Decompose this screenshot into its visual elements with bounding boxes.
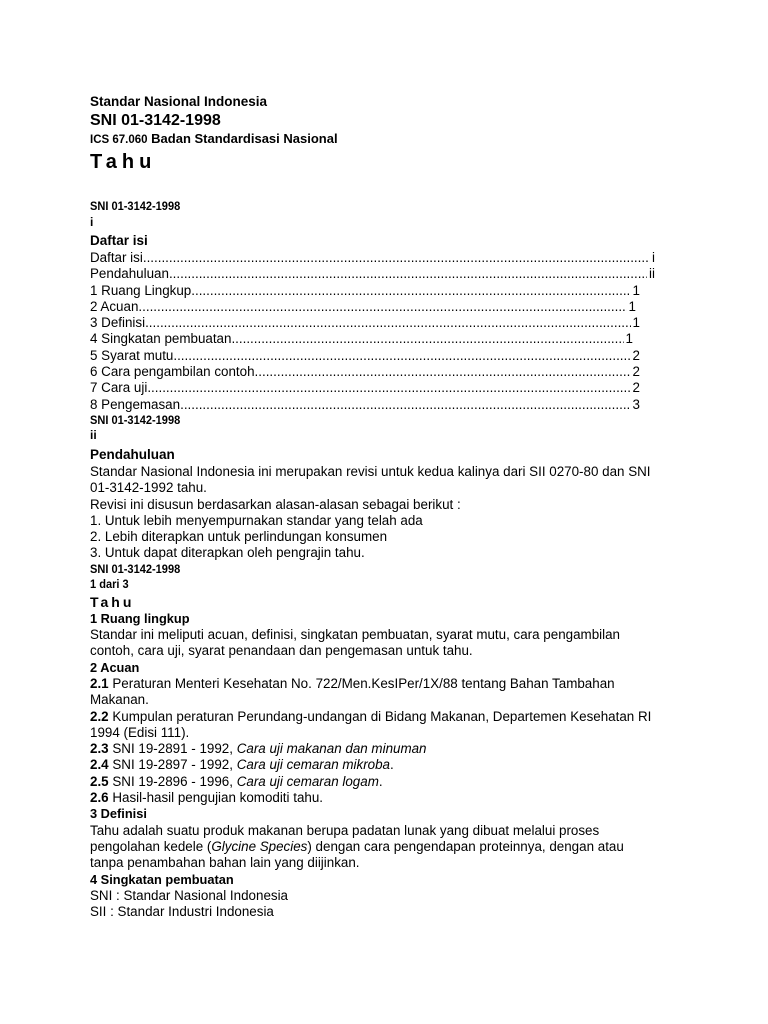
toc-entry-page: 2 xyxy=(632,347,640,363)
reference-item xyxy=(90,774,660,790)
intro-reasons-lead: Revisi ini disusun berdasarkan alasan-alasan sebagai berikut : xyxy=(90,496,461,512)
page-number-mark: i xyxy=(90,214,94,229)
toc-entry[interactable] xyxy=(90,364,640,380)
toc-entry-label: 7 Cara uji xyxy=(90,380,148,396)
toc-leader xyxy=(143,250,650,266)
toc-entry-label: 8 Pengemasan xyxy=(90,396,181,412)
reference-item xyxy=(90,757,660,773)
page-header-code: SNI 01-3142-1998 xyxy=(90,199,181,213)
toc-entry-page: 1 xyxy=(632,282,640,298)
toc-entry-page: ii xyxy=(649,266,655,282)
reference-number: 2.4 xyxy=(90,757,109,773)
toc-leader xyxy=(231,331,623,347)
table-of-contents xyxy=(90,250,660,413)
page-number-mark: 1 dari 3 xyxy=(90,577,129,592)
toc-entry-page: 2 xyxy=(632,364,640,380)
section-heading-singkatan: 4 Singkatan pembuatan xyxy=(90,871,234,887)
toc-entry[interactable] xyxy=(90,331,633,347)
scope-paragraph: Standar ini meliputi acuan, definisi, singkatan pembuatan, syarat mutu, cara pengambilan contoh, cara uji, syarat penandaan dan pengemasan untuk tahu. xyxy=(90,627,620,659)
reference-number: 2.6 xyxy=(90,790,109,806)
definition-text: ) dengan cara pengendapan proteinnya, dengan atau tanpa penambahan bahan lain yang diijinkan. xyxy=(90,838,624,871)
toc-entry-page: 2 xyxy=(632,380,640,396)
abbreviation-item: SNI : Standar Nasional Indonesia xyxy=(90,887,289,903)
reference-text: Kumpulan peraturan Perundang-undangan di Bidang Makanan, Departemen Kesehatan RI 1994 (Edisi 111). xyxy=(90,708,652,740)
reference-text: Peraturan Menteri Kesehatan No. 722/Men.KesIPer/1X/88 tentang Bahan Tambahan Makanan. xyxy=(90,675,615,708)
toc-entry-page: 1 xyxy=(632,315,640,331)
ics-code: ICS 67.060 xyxy=(90,134,148,146)
reference-title: Cara uji makanan dan minuman xyxy=(236,741,427,757)
reference-item xyxy=(90,676,660,709)
toc-entry[interactable] xyxy=(90,315,640,331)
toc-entry[interactable] xyxy=(90,283,640,299)
toc-entry[interactable] xyxy=(90,380,640,396)
toc-entry[interactable] xyxy=(90,397,640,413)
page-header-code: SNI 01-3142-1998 xyxy=(90,561,181,576)
toc-entry-label: 4 Singkatan pembuatan xyxy=(90,331,232,347)
abbreviation-item: SII : Standar Industri Indonesia xyxy=(90,904,274,920)
section-heading-definisi: 3 Definisi xyxy=(90,806,147,822)
toc-leader xyxy=(191,283,630,299)
reference-text: SNI 19-2891 - 1992, xyxy=(112,741,233,757)
agency-name: Badan Standardisasi Nasional xyxy=(151,131,338,146)
toc-heading: Daftar isi xyxy=(90,233,148,248)
toc-entry[interactable] xyxy=(90,299,636,315)
reason-item: 2. Lebih diterapkan untuk perlindungan konsumen xyxy=(90,529,388,545)
cover-org-line: Standar Nasional Indonesia xyxy=(90,94,268,109)
page-header-code: SNI 01-3142-1998 xyxy=(90,412,181,427)
reference-tail: . xyxy=(390,757,394,773)
toc-entry-page: 3 xyxy=(632,396,640,412)
reference-number: 2.1 xyxy=(90,675,109,691)
toc-entry-page: 1 xyxy=(625,331,633,347)
cover-standard-number: SNI 01-3142-1998 xyxy=(90,112,221,129)
toc-entry-label: 1 Ruang Lingkup xyxy=(90,282,192,298)
cover-ics-line xyxy=(90,130,660,149)
toc-entry[interactable] xyxy=(90,250,655,266)
document-body xyxy=(90,93,660,920)
section-heading-ruang-lingkup: 1 Ruang lingkup xyxy=(90,610,190,626)
reference-number: 2.3 xyxy=(90,741,109,757)
reference-title: Cara uji cemaran logam xyxy=(236,773,379,789)
toc-leader xyxy=(138,299,626,315)
reference-number: 2.5 xyxy=(90,773,109,789)
cover-title: Tahu xyxy=(90,151,157,173)
reference-tail: . xyxy=(378,773,383,789)
definition-paragraph xyxy=(90,823,660,872)
reference-number: 2.2 xyxy=(90,708,109,724)
reference-title: Cara uji cemaran mikroba xyxy=(236,757,391,773)
reference-item xyxy=(90,790,660,806)
reference-item xyxy=(90,741,660,757)
reason-item: 1. Untuk lebih menyempurnakan standar yang telah ada xyxy=(90,512,423,528)
toc-entry[interactable] xyxy=(90,266,655,282)
section-heading-acuan: 2 Acuan xyxy=(90,659,140,675)
page-title: Tahu xyxy=(90,593,135,610)
reference-text: Hasil-hasil pengujian komoditi tahu. xyxy=(112,790,324,806)
toc-leader xyxy=(145,315,630,331)
toc-entry-page: 1 xyxy=(628,298,636,314)
intro-paragraph: Standar Nasional Indonesia ini merupakan revisi untuk kedua kalinya dari SII 0270-80 dan SNI 01-3142-1992 tahu. xyxy=(90,463,651,496)
reference-text: SNI 19-2897 - 1992, xyxy=(112,757,233,773)
toc-entry-label: Daftar isi xyxy=(90,250,143,265)
reference-text: SNI 19-2896 - 1996, xyxy=(112,773,233,789)
reference-item xyxy=(90,709,660,742)
toc-entry-label: 5 Syarat mutu xyxy=(90,347,174,363)
definition-text: Tahu adalah suatu produk makanan berupa padatan lunak yang dibuat melalui proses pengolahan kedele ( xyxy=(90,822,600,854)
toc-entry[interactable] xyxy=(90,348,640,364)
reason-item: 3. Untuk dapat diterapkan oleh pengrajin tahu. xyxy=(90,545,365,561)
toc-leader xyxy=(255,364,631,380)
toc-leader xyxy=(180,397,630,413)
toc-entry-label: 2 Acuan xyxy=(90,298,139,314)
definition-species: Glycine Species xyxy=(211,838,308,854)
page-number-mark: ii xyxy=(90,428,97,443)
toc-leader xyxy=(173,348,630,364)
toc-entry-label: 3 Definisi xyxy=(90,315,146,331)
toc-entry-label: 6 Cara pengambilan contoh xyxy=(90,364,255,380)
toc-leader xyxy=(169,266,647,282)
toc-entry-label: Pendahuluan xyxy=(90,266,169,282)
toc-leader xyxy=(147,380,630,396)
toc-entry-page: i xyxy=(652,250,655,265)
section-heading-pendahuluan: Pendahuluan xyxy=(90,446,175,462)
